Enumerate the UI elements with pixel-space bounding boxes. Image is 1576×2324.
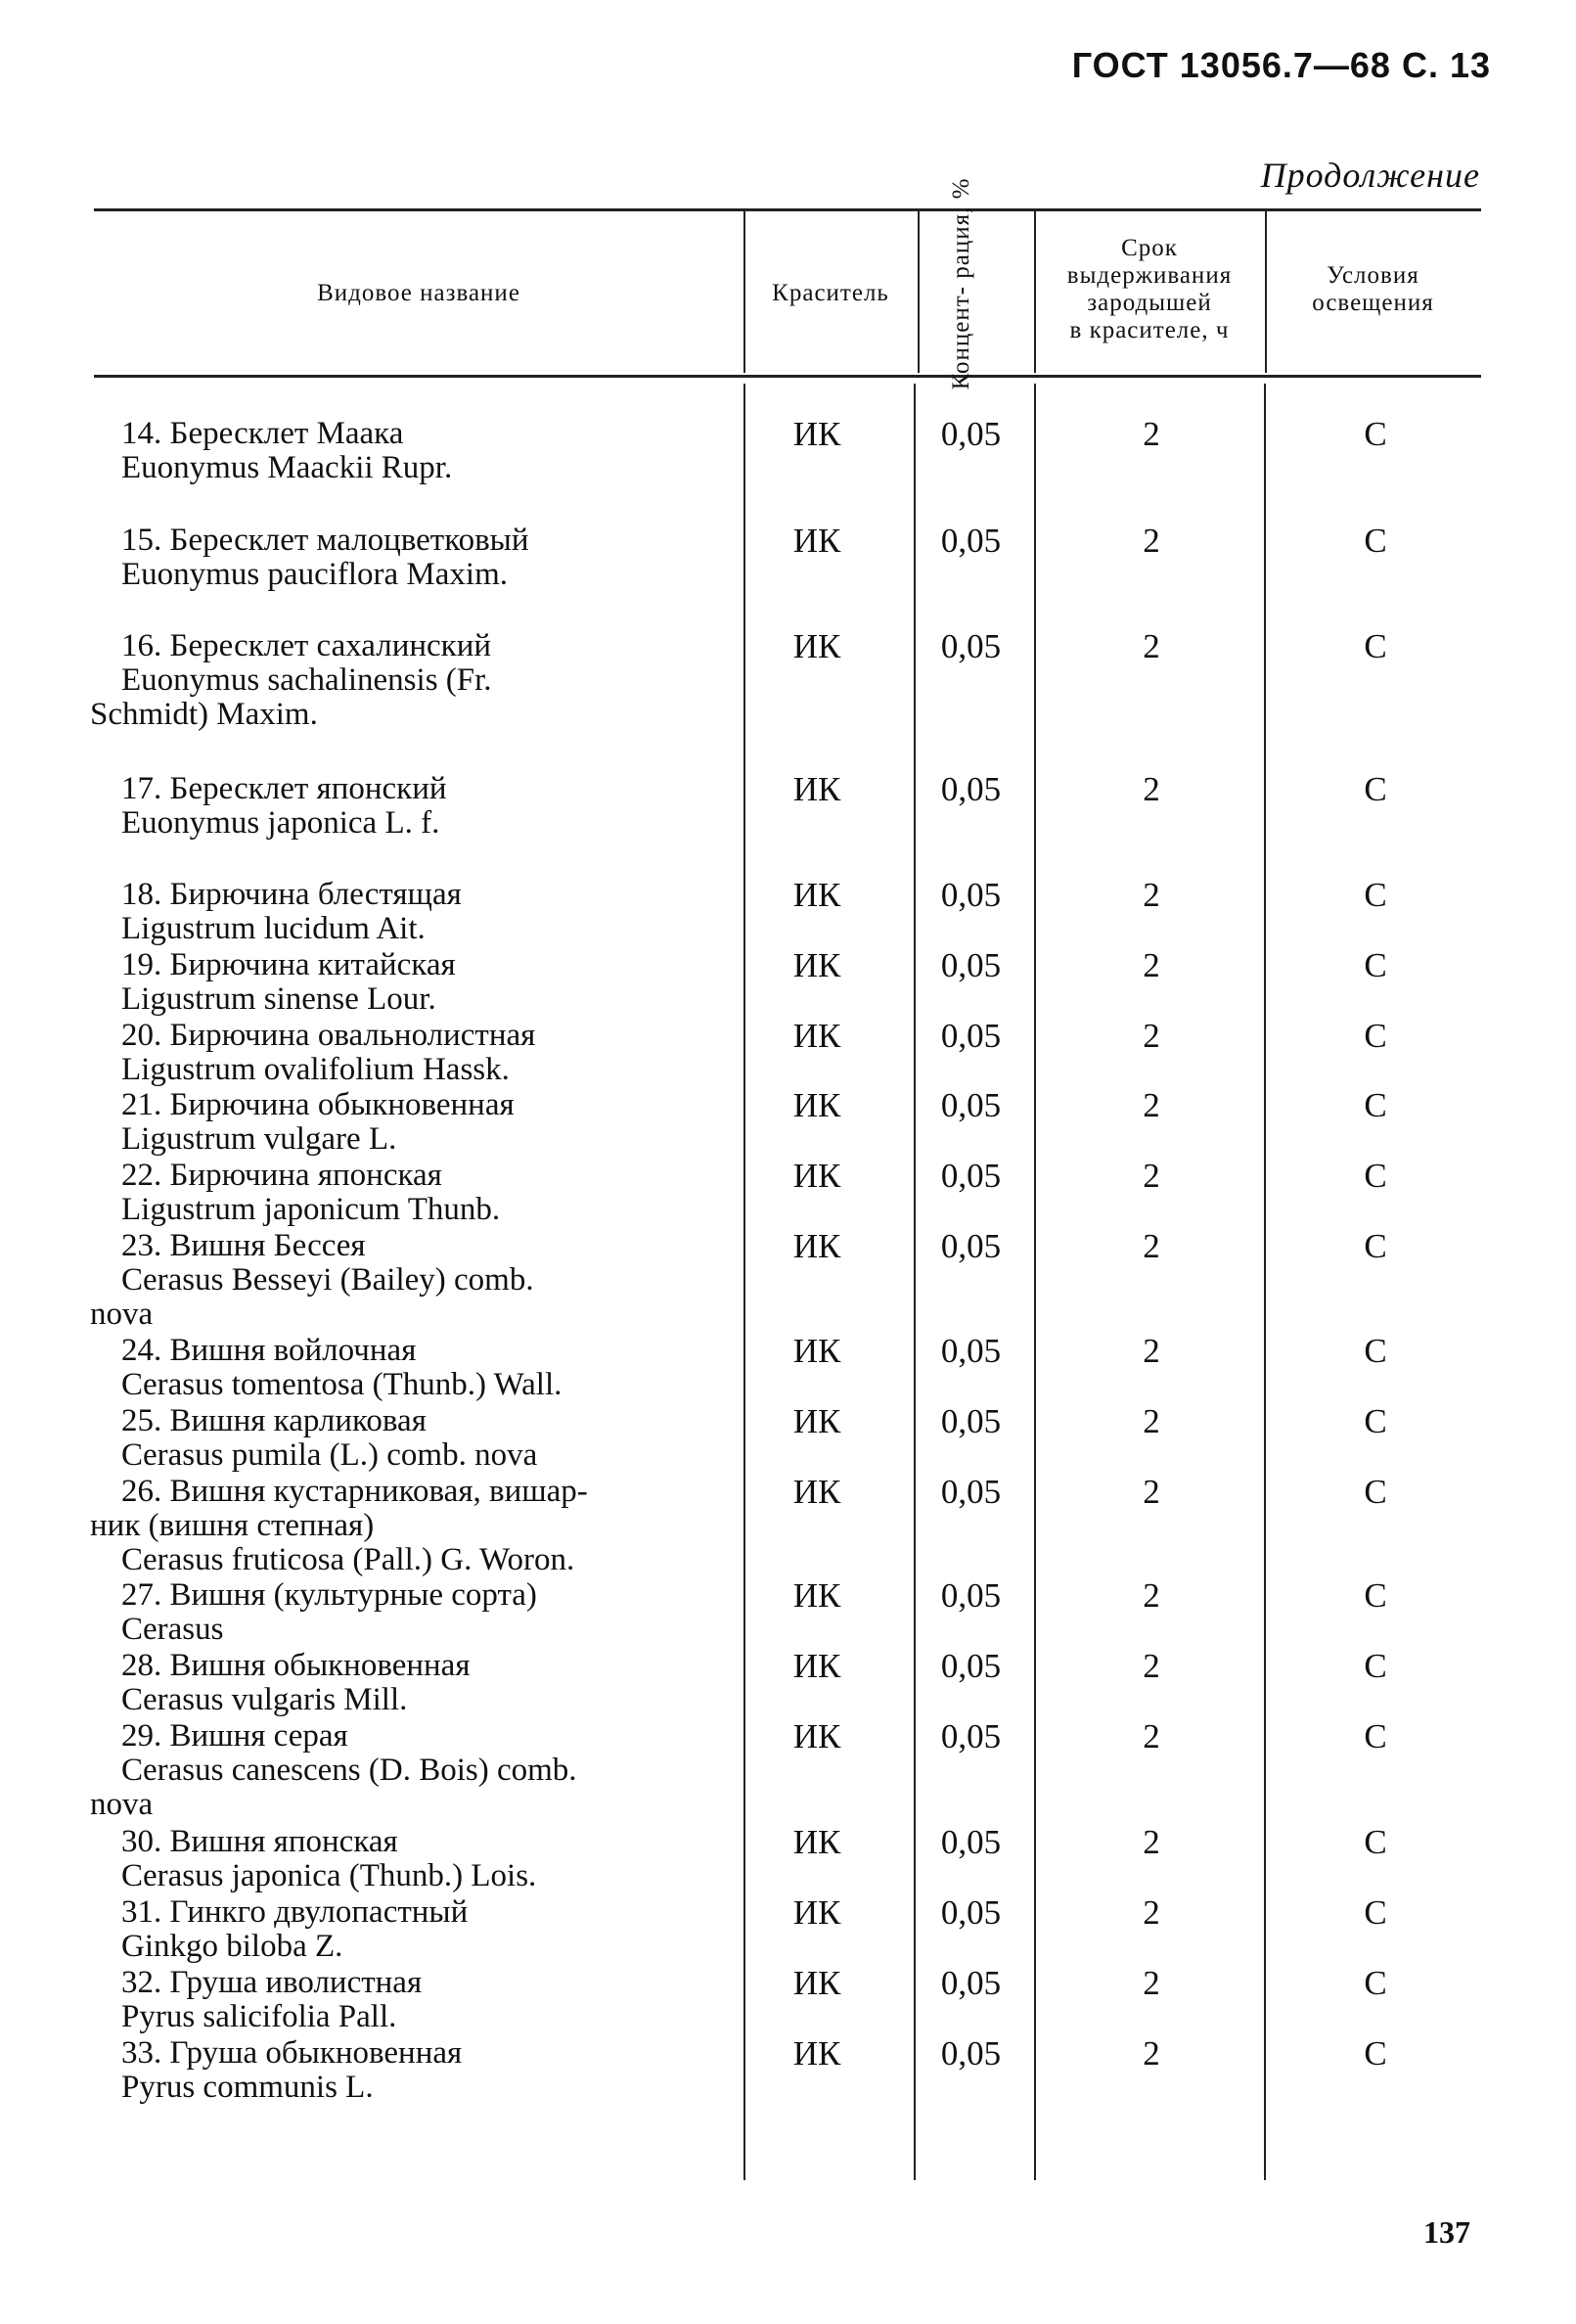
species-name-line: Cerasus japonica (Thunb.) Lois. xyxy=(121,1858,537,1893)
species-name-line: Cerasus xyxy=(121,1612,224,1647)
time-cell: 2 xyxy=(1143,1402,1160,1440)
species-name-line: 21. Бирючина обыкновенная xyxy=(121,1087,515,1122)
species-name-line: Ligustrum lucidum Ait. xyxy=(121,911,426,946)
column-header-name: Видовое название xyxy=(317,280,520,306)
time-cell: 2 xyxy=(1143,1717,1160,1755)
concentration-cell: 0,05 xyxy=(940,1402,1002,1440)
dye-cell: ИК xyxy=(792,1823,841,1861)
species-name-line: Ligustrum japonicum Thunb. xyxy=(121,1192,501,1227)
light-cell: С xyxy=(1364,1332,1387,1370)
light-cell: С xyxy=(1364,1017,1387,1055)
species-name-line: 22. Бирючина японская xyxy=(121,1158,442,1193)
species-name-line: Euonymus japonica L. f. xyxy=(121,805,440,841)
species-name-line: Cerasus fruticosa (Pall.) G. Woron. xyxy=(121,1542,575,1577)
species-name xyxy=(90,878,726,946)
column-divider-4-body xyxy=(1264,384,1266,2180)
species-name xyxy=(90,772,726,841)
species-name xyxy=(90,1159,726,1227)
species-name-line: Cerasus pumila (L.) comb. nova xyxy=(121,1437,538,1473)
dye-cell: ИК xyxy=(792,1332,841,1370)
concentration-cell: 0,05 xyxy=(940,1086,1002,1124)
species-name-line: Cerasus canescens (D. Bois) comb. xyxy=(121,1753,577,1788)
dye-cell: ИК xyxy=(792,1017,841,1055)
page-header-gost: ГОСТ 13056.7—68 С. 13 xyxy=(1071,45,1491,85)
time-cell: 2 xyxy=(1143,2034,1160,2073)
concentration-cell: 0,05 xyxy=(940,1157,1002,1195)
time-cell: 2 xyxy=(1143,627,1160,665)
species-name xyxy=(90,1649,726,1717)
dye-cell: ИК xyxy=(792,1086,841,1124)
species-name-line: 18. Бирючина блестящая xyxy=(121,877,462,912)
species-name-line: Pyrus communis L. xyxy=(121,2070,374,2105)
species-name-line: 24. Вишня войлочная xyxy=(121,1333,417,1368)
light-cell: С xyxy=(1364,1473,1387,1511)
species-name xyxy=(90,948,726,1017)
species-name xyxy=(90,1088,726,1157)
column-header-light-line: освещения xyxy=(1312,290,1434,316)
time-cell: 2 xyxy=(1143,1576,1160,1615)
species-name-line: Cerasus tomentosa (Thunb.) Wall. xyxy=(121,1367,563,1402)
concentration-cell: 0,05 xyxy=(940,1964,1002,2002)
species-name-line: ник (вишня степная) xyxy=(90,1508,375,1543)
page-number: 137 xyxy=(1423,2214,1470,2250)
concentration-cell: 0,05 xyxy=(940,946,1002,984)
concentration-cell: 0,05 xyxy=(940,876,1002,914)
time-cell: 2 xyxy=(1143,1157,1160,1195)
species-name xyxy=(90,1578,726,1647)
dye-cell: ИК xyxy=(792,1647,841,1685)
light-cell: С xyxy=(1364,627,1387,665)
light-cell: С xyxy=(1364,1893,1387,1932)
time-cell: 2 xyxy=(1143,1823,1160,1861)
dye-cell: ИК xyxy=(792,1964,841,2002)
time-cell: 2 xyxy=(1143,1473,1160,1511)
species-name xyxy=(90,1475,726,1577)
time-cell: 2 xyxy=(1143,770,1160,808)
species-name-line: 32. Груша иволистная xyxy=(121,1965,423,2000)
time-cell: 2 xyxy=(1143,1893,1160,1932)
light-cell: С xyxy=(1364,1157,1387,1195)
dye-cell: ИК xyxy=(792,522,841,560)
dye-cell: ИК xyxy=(792,1402,841,1440)
dye-cell: ИК xyxy=(792,946,841,984)
light-cell: С xyxy=(1364,415,1387,453)
column-header-time-line: зародышей xyxy=(1087,290,1212,316)
species-name xyxy=(90,1966,726,2034)
dye-cell: ИК xyxy=(792,2034,841,2073)
continuation-label: Продолжение xyxy=(1260,156,1480,195)
time-cell: 2 xyxy=(1143,1964,1160,2002)
species-name-line: 17. Бересклет японский xyxy=(121,771,447,806)
dye-cell: ИК xyxy=(792,1576,841,1615)
light-cell: С xyxy=(1364,1086,1387,1124)
species-name-line: Ginkgo biloba Z. xyxy=(121,1929,343,1964)
dye-cell: ИК xyxy=(792,1473,841,1511)
species-name xyxy=(90,1019,726,1087)
concentration-cell: 0,05 xyxy=(940,522,1002,560)
column-header-time-line: Срок xyxy=(1121,235,1178,261)
column-header-concentration-text: Концент- рация, % xyxy=(947,177,974,390)
column-header-light xyxy=(1265,262,1481,317)
species-name-line: 16. Бересклет сахалинский xyxy=(121,628,492,663)
concentration-cell: 0,05 xyxy=(940,1823,1002,1861)
time-cell: 2 xyxy=(1143,522,1160,560)
time-cell: 2 xyxy=(1143,1647,1160,1685)
species-name-line: Ligustrum vulgare L. xyxy=(121,1121,397,1157)
time-cell: 2 xyxy=(1143,1332,1160,1370)
species-name-line: 31. Гинкго двулопастный xyxy=(121,1894,469,1930)
time-cell: 2 xyxy=(1143,1227,1160,1265)
light-cell: С xyxy=(1364,522,1387,560)
concentration-cell: 0,05 xyxy=(940,1473,1002,1511)
column-header-dye: Краситель xyxy=(772,280,889,306)
species-name xyxy=(90,1719,726,1822)
species-name xyxy=(90,1895,726,1964)
dye-cell: ИК xyxy=(792,876,841,914)
species-name xyxy=(90,629,726,732)
column-header-time-line: в красителе, ч xyxy=(1069,317,1230,343)
species-name-line: Cerasus vulgaris Mill. xyxy=(121,1682,408,1717)
dye-cell: ИК xyxy=(792,415,841,453)
species-name xyxy=(90,1825,726,1893)
species-name-line: Schmidt) Maxim. xyxy=(90,697,318,732)
concentration-cell: 0,05 xyxy=(940,1332,1002,1370)
time-cell: 2 xyxy=(1143,1086,1160,1124)
species-name-line: Euonymus pauciflora Maxim. xyxy=(121,557,509,592)
species-name-line: Pyrus salicifolia Pall. xyxy=(121,1999,397,2034)
species-name-line: 26. Вишня кустарниковая, вишар- xyxy=(121,1474,588,1509)
light-cell: С xyxy=(1364,1647,1387,1685)
species-name-line: 14. Бересклет Маака xyxy=(121,416,404,451)
time-cell: 2 xyxy=(1143,876,1160,914)
column-header-light-line: Условия xyxy=(1327,262,1419,289)
light-cell: С xyxy=(1364,1227,1387,1265)
column-header-concentration xyxy=(890,177,1032,390)
table-top-rule xyxy=(94,208,1481,211)
dye-cell: ИК xyxy=(792,1157,841,1195)
concentration-cell: 0,05 xyxy=(940,1893,1002,1932)
concentration-cell: 0,05 xyxy=(940,1717,1002,1755)
species-name-line: Ligustrum sinense Lour. xyxy=(121,981,436,1017)
time-cell: 2 xyxy=(1143,946,1160,984)
species-name-line: 20. Бирючина овальнолистная xyxy=(121,1018,536,1053)
dye-cell: ИК xyxy=(792,770,841,808)
time-cell: 2 xyxy=(1143,1017,1160,1055)
species-name-line: Euonymus sachalinensis (Fr. xyxy=(121,662,492,698)
light-cell: С xyxy=(1364,1717,1387,1755)
species-name-line: 27. Вишня (культурные сорта) xyxy=(121,1577,537,1613)
concentration-cell: 0,05 xyxy=(940,415,1002,453)
species-name xyxy=(90,524,726,592)
concentration-cell: 0,05 xyxy=(940,1647,1002,1685)
light-cell: С xyxy=(1364,946,1387,984)
species-name-line: 19. Бирючина китайская xyxy=(121,947,456,982)
species-name xyxy=(90,1404,726,1473)
light-cell: С xyxy=(1364,1402,1387,1440)
species-name-line: Cerasus Besseyi (Bailey) comb. xyxy=(121,1262,534,1298)
light-cell: С xyxy=(1364,1576,1387,1615)
concentration-cell: 0,05 xyxy=(940,1227,1002,1265)
species-name-line: Euonymus Maackii Rupr. xyxy=(121,450,453,485)
light-cell: С xyxy=(1364,1823,1387,1861)
species-name-line: 29. Вишня серая xyxy=(121,1718,348,1754)
light-cell: С xyxy=(1364,770,1387,808)
column-header-time xyxy=(1034,235,1265,344)
light-cell: С xyxy=(1364,1964,1387,2002)
species-name-line: nova xyxy=(90,1297,154,1332)
dye-cell: ИК xyxy=(792,1227,841,1265)
concentration-cell: 0,05 xyxy=(940,1576,1002,1615)
species-name xyxy=(90,1334,726,1402)
species-name xyxy=(90,417,726,485)
dye-cell: ИК xyxy=(792,1717,841,1755)
concentration-cell: 0,05 xyxy=(940,770,1002,808)
species-name xyxy=(90,2036,726,2105)
concentration-cell: 0,05 xyxy=(940,627,1002,665)
table-header-rule xyxy=(94,375,1481,378)
light-cell: С xyxy=(1364,876,1387,914)
dye-cell: ИК xyxy=(792,627,841,665)
species-name-line: 23. Вишня Бессея xyxy=(121,1228,366,1263)
species-name-line: Ligustrum ovalifolium Hassk. xyxy=(121,1052,510,1087)
light-cell: С xyxy=(1364,2034,1387,2073)
dye-cell: ИК xyxy=(792,1893,841,1932)
species-name-line: 15. Бересклет малоцветковый xyxy=(121,523,529,558)
species-name xyxy=(90,1229,726,1332)
concentration-cell: 0,05 xyxy=(940,2034,1002,2073)
column-header-time-line: выдерживания xyxy=(1066,262,1233,289)
species-name-line: 30. Вишня японская xyxy=(121,1824,398,1859)
species-name-line: 28. Вишня обыкновенная xyxy=(121,1648,471,1683)
time-cell: 2 xyxy=(1143,415,1160,453)
species-name-line: nova xyxy=(90,1787,154,1822)
species-name-line: 33. Груша обыкновенная xyxy=(121,2035,463,2071)
concentration-cell: 0,05 xyxy=(940,1017,1002,1055)
species-name-line: 25. Вишня карликовая xyxy=(121,1403,427,1438)
